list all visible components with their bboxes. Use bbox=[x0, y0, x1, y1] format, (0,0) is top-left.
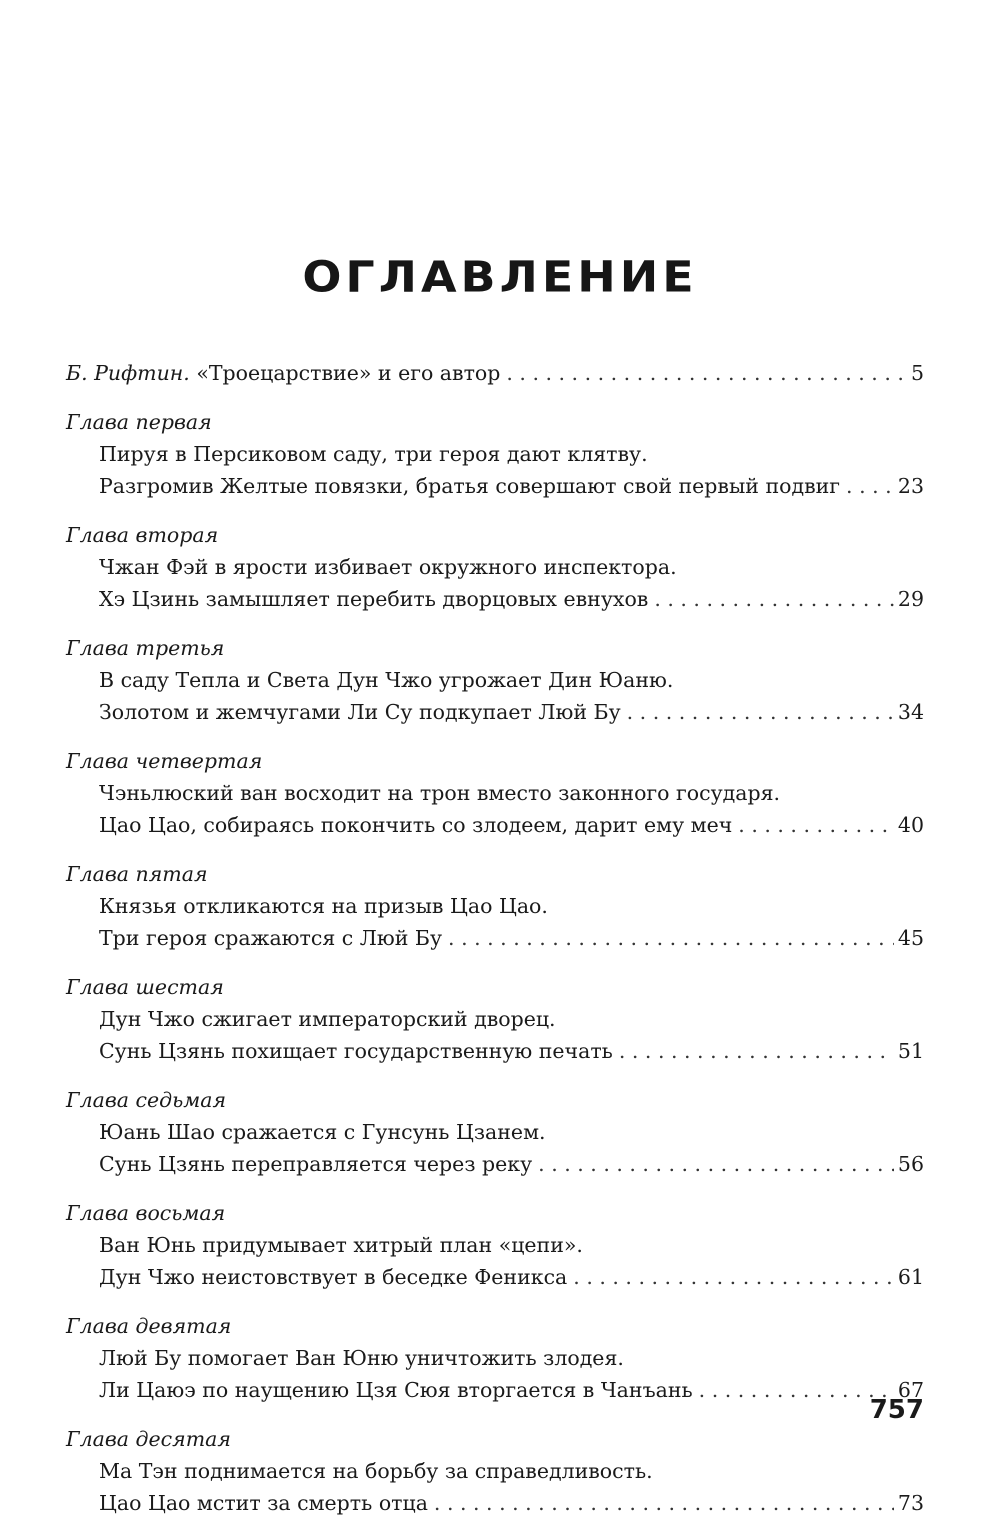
chapter-line-2: Сунь Цзянь похищает государственную печать . . . 51 bbox=[66, 1035, 924, 1067]
chapter-line-2: Цао Цао, собираясь покончить со злодеем, дарит ему меч . . . 40 bbox=[66, 809, 924, 841]
chapter-line-1: Пируя в Персиковом саду, три героя дают клятву. bbox=[99, 442, 648, 466]
chapter-heading: Глава четвертая bbox=[66, 749, 263, 773]
chapter-1 bbox=[66, 406, 924, 502]
chapter-heading: Глава вторая bbox=[66, 523, 219, 547]
chapter-line-2: Три героя сражаются с Люй Бу . . . 45 bbox=[66, 922, 924, 954]
intro-page-number: 5 bbox=[910, 361, 924, 385]
chapter-heading: Глава девятая bbox=[66, 1314, 232, 1338]
chapter-heading: Глава восьмая bbox=[66, 1201, 226, 1225]
chapter-page-number: 61 bbox=[897, 1265, 924, 1289]
dot-leader bbox=[738, 809, 894, 841]
chapter-heading: Глава третья bbox=[66, 636, 225, 660]
chapter-line-1: Чжан Фэй в ярости избивает окружного инспектора. bbox=[99, 555, 677, 579]
dot-leader bbox=[846, 470, 894, 502]
intro-author: Б. Рифтин. bbox=[66, 361, 190, 385]
dot-leader bbox=[506, 357, 907, 389]
chapter-heading: Глава седьмая bbox=[66, 1088, 227, 1112]
page-number: 757 bbox=[869, 1395, 924, 1425]
chapter-page-number: 67 bbox=[897, 1378, 924, 1402]
chapter-4 bbox=[66, 745, 924, 841]
dot-leader bbox=[699, 1374, 894, 1406]
chapter-page-number: 40 bbox=[897, 813, 924, 837]
chapter-line-2: Золотом и жемчугами Ли Су подкупает Люй Бу . . . 34 bbox=[66, 696, 924, 728]
chapter-6 bbox=[66, 971, 924, 1067]
chapter-line-2: Ли Цаюэ по наущению Цзя Сюя вторгается в Чанъань . . . 67 bbox=[66, 1374, 924, 1406]
chapter-2 bbox=[66, 519, 924, 615]
chapter-line-2: Сунь Цзянь переправляется через реку . . . 56 bbox=[66, 1148, 924, 1180]
dot-leader bbox=[573, 1261, 894, 1293]
chapter-page-number: 73 bbox=[897, 1491, 924, 1515]
dot-leader bbox=[434, 1487, 894, 1519]
chapter-line-2: Цао Цао мстит за смерть отца . . . 73 bbox=[66, 1487, 924, 1519]
chapter-9 bbox=[66, 1310, 924, 1406]
chapter-line-1: Князья откликаются на призыв Цао Цао. bbox=[99, 894, 548, 918]
chapter-line-1: Люй Бу помогает Ван Юню уничтожить злодея. bbox=[99, 1346, 624, 1370]
page-title: ОГЛАВЛЕНИЕ bbox=[302, 252, 698, 302]
chapter-page-number: 23 bbox=[897, 474, 924, 498]
chapter-heading: Глава шестая bbox=[66, 975, 224, 999]
chapter-heading: Глава десятая bbox=[66, 1427, 231, 1451]
dot-leader bbox=[627, 696, 894, 728]
dot-leader bbox=[538, 1148, 894, 1180]
chapter-line-1: Чэньлюский ван восходит на трон вместо законного государя. bbox=[99, 781, 781, 805]
chapter-3 bbox=[66, 632, 924, 728]
chapter-7 bbox=[66, 1084, 924, 1180]
chapter-line-1: Ма Тэн поднимается на борьбу за справедливость. bbox=[99, 1459, 653, 1483]
chapter-line-1: Ван Юнь придумывает хитрый план «цепи». bbox=[99, 1233, 583, 1257]
chapter-5 bbox=[66, 858, 924, 954]
table-of-contents bbox=[66, 357, 924, 1519]
chapter-10 bbox=[66, 1423, 924, 1519]
chapter-line-2: Дун Чжо неистовствует в беседке Феникса . . . 61 bbox=[66, 1261, 924, 1293]
chapter-page-number: 56 bbox=[897, 1152, 924, 1176]
chapter-line-1: В саду Тепла и Света Дун Чжо угрожает Дин Юаню. bbox=[99, 668, 674, 692]
dot-leader bbox=[448, 922, 894, 954]
chapter-line-1: Дун Чжо сжигает императорский дворец. bbox=[99, 1007, 556, 1031]
chapter-line-1: Юань Шао сражается с Гунсунь Цзанем. bbox=[99, 1120, 546, 1144]
dot-leader bbox=[654, 583, 894, 615]
chapter-heading: Глава первая bbox=[66, 410, 212, 434]
chapter-page-number: 51 bbox=[897, 1039, 924, 1063]
chapter-line-2: Хэ Цзинь замышляет перебить дворцовых евнухов . . . 29 bbox=[66, 583, 924, 615]
intro-title: «Троецарствие» и его автор bbox=[196, 361, 501, 385]
dot-leader bbox=[619, 1035, 894, 1067]
chapter-page-number: 29 bbox=[897, 587, 924, 611]
chapter-line-2: Разгромив Желтые повязки, братья совершают свой первый подвиг . . . 23 bbox=[66, 470, 924, 502]
chapter-8 bbox=[66, 1197, 924, 1293]
toc-entry-intro bbox=[66, 357, 924, 389]
chapter-page-number: 45 bbox=[897, 926, 924, 950]
chapter-page-number: 34 bbox=[897, 700, 924, 724]
chapter-heading: Глава пятая bbox=[66, 862, 208, 886]
